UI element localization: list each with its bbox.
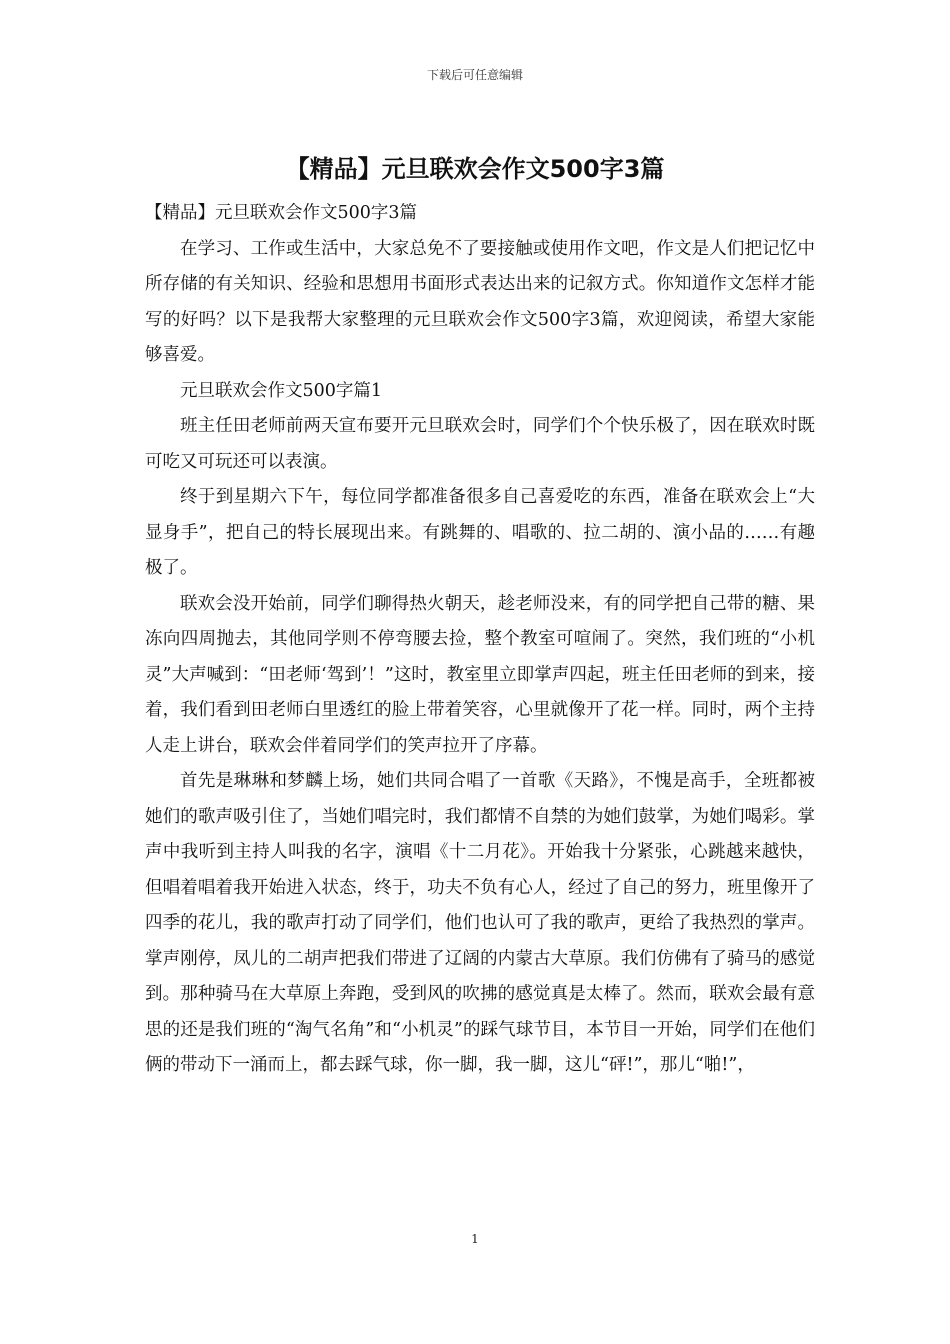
header-note: 下载后可任意编辑 [426, 68, 523, 82]
document-body [145, 196, 815, 1084]
section-heading: 元旦联欢会作文500字篇1 [180, 380, 383, 401]
body-paragraph: 联欢会没开始前，同学们聊得热火朝天，趁老师没来，有的同学把自己带的糖、果冻向四周抛去，其他同学则不停弯腰去捡，整个教室可喧闹了。突然，我们班的“小机灵”大声喊到：“田老师‘驾到’！”这时，教室里立即掌声四起，班主任田老师的到来，接着，我们看到田老师白里透红的脸上带着笑容，心里就像开了花一样。同时，两个主持人走上讲台，联欢会伴着同学们的笑声拉开了序幕。 [145, 593, 815, 756]
intro-paragraph: 在学习、工作或生活中，大家总免不了要接触或使用作文吧，作文是人们把记忆中所存储的有关知识、经验和思想用书面形式表达出来的记叙方式。你知道作文怎样才能写的好吗？以下是我帮大家整理的元旦联欢会作文500字3篇，欢迎阅读，希望大家能够喜爱。 [145, 238, 815, 365]
body-paragraph: 终于到星期六下午，每位同学都准备很多自己喜爱吃的东西，准备在联欢会上“大显身手”，把自己的特长展现出来。有跳舞的、唱歌的、拉二胡的、演小品的……有趣极了。 [145, 487, 815, 578]
body-paragraph: 班主任田老师前两天宣布要开元旦联欢会时，同学们个个快乐极了，因在联欢时既可吃又可玩还可以表演。 [145, 416, 815, 472]
document-title: 【精品】元旦联欢会作文500字3篇 [285, 155, 665, 183]
subtitle-paragraph: 【精品】元旦联欢会作文500字3篇 [145, 203, 418, 223]
page-number: 1 [471, 1232, 479, 1246]
body-paragraph: 首先是琳琳和梦麟上场，她们共同合唱了一首歌《天路》，不愧是高手，全班都被她们的歌声吸引住了，当她们唱完时，我们都情不自禁的为她们鼓掌，为她们喝彩。掌声中我听到主持人叫我的名字，演唱《十二月花》。开始我十分紧张，心跳越来越快，但唱着唱着我开始进入状态，终于，功夫不负有心人，经过了自己的努力，班里像开了四季的花儿，我的歌声打动了同学们，他们也认可了我的歌声，更给了我热烈的掌声。掌声刚停，凤儿的二胡声把我们带进了辽阔的内蒙古大草原。我们仿佛有了骑马的感觉到。那种骑马在大草原上奔跑，受到风的吹拂的感觉真是太棒了。然而，联欢会最有意思的还是我们班的“淘气名角”和“小机灵”的踩气球节目，本节目一开始，同学们在他们俩的带动下一涌而上，都去踩气球，你一脚，我一脚，这儿“砰!”，那儿“啪!”， [145, 771, 815, 1075]
